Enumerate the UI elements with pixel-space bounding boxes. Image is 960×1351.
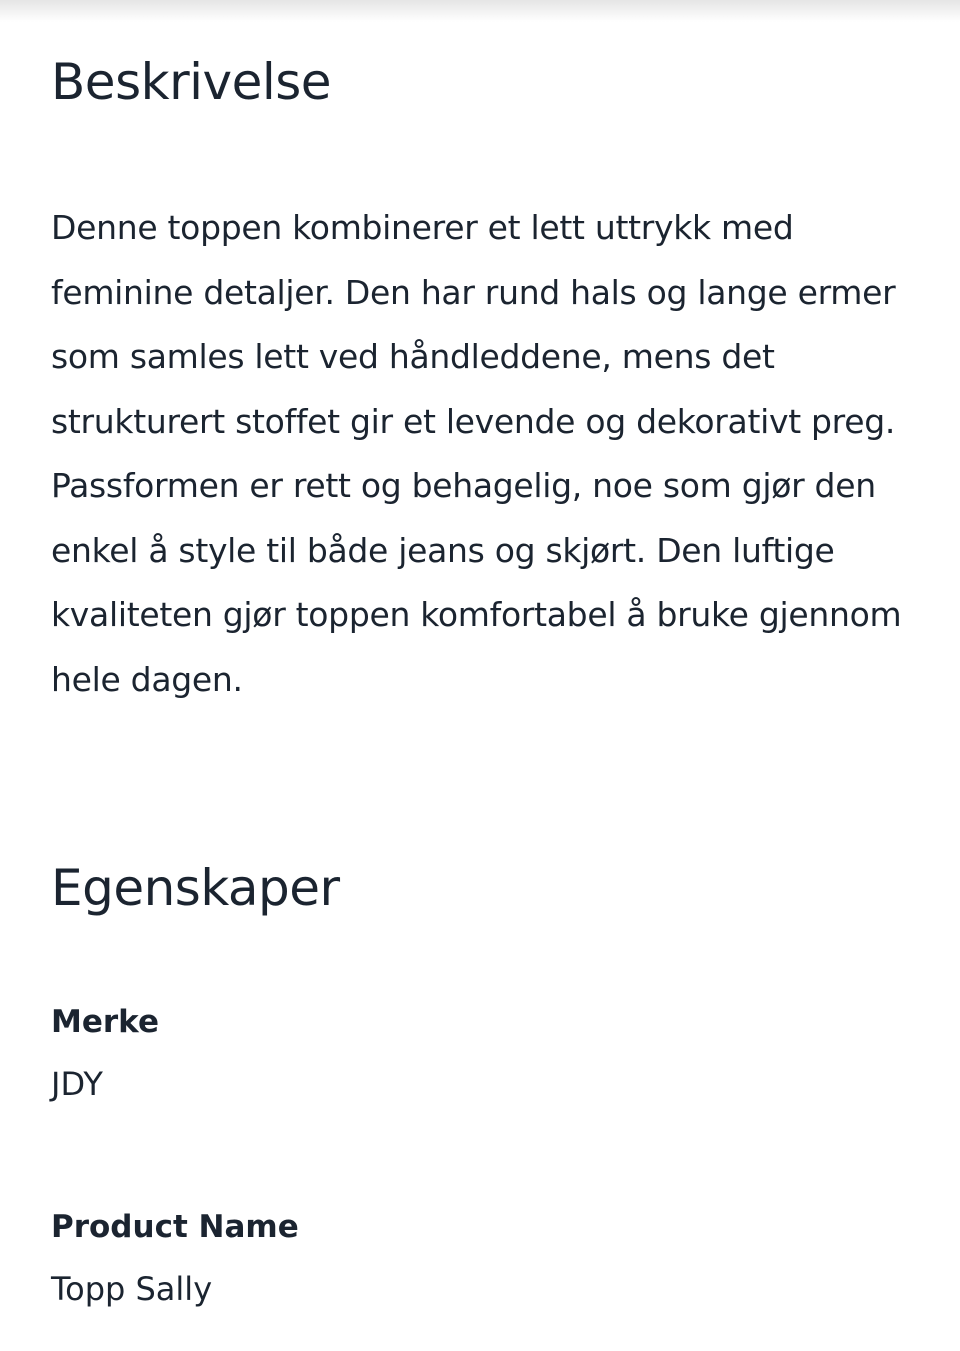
property-label: Merke [51,1004,159,1040]
properties-heading: Egenskaper [51,859,340,917]
property-value: Topp Sally [51,1270,213,1308]
property-label: Product Name [51,1209,299,1245]
description-heading: Beskrivelse [51,53,332,111]
header-shadow [0,0,960,22]
description-text: Denne toppen kombinerer et lett uttrykk med feminine detaljer. Den har rund hals og lange ermer som samles lett ved håndleddene, mens det strukturert stoffet gir et levende og dekorativt preg. Passformen er rett og behagelig, noe som gjør den enkel å style til både jeans og skjørt. Den luftige kvaliteten gjør toppen komfortabel å bruke gjennom hele dagen. [51,208,902,699]
property-value: JDY [51,1065,103,1103]
